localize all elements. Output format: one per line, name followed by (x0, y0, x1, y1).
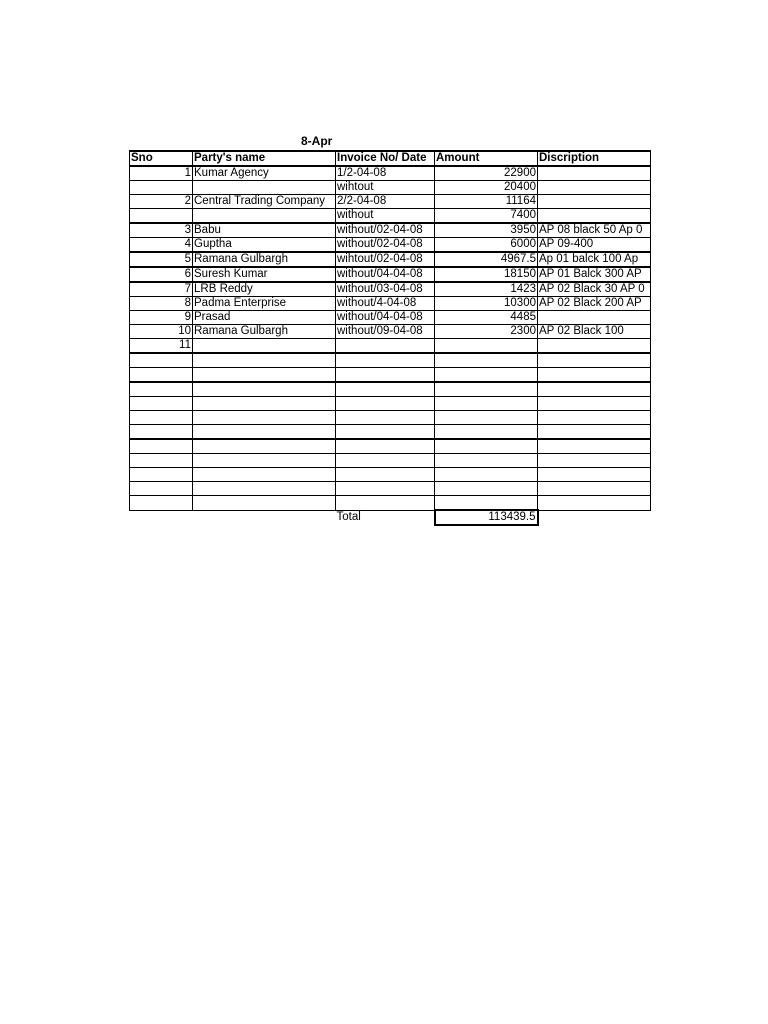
table-row (130, 482, 651, 496)
cell-invoice: wihtout (336, 181, 435, 195)
cell-invoice: 1/2-04-08 (336, 166, 435, 181)
cell-sno (130, 209, 193, 224)
table-row (130, 397, 651, 411)
cell-description (538, 425, 651, 440)
table-row (130, 282, 651, 297)
cell-invoice (336, 368, 435, 383)
cell-amount: 20400 (435, 181, 538, 195)
cell-sno (130, 368, 193, 383)
cell-sno (130, 397, 193, 411)
cell-sno: 3 (130, 223, 193, 238)
cell-description: AP 01 Balck 300 AP (538, 267, 651, 282)
cell-description (538, 439, 651, 454)
cell-amount: 4485 (435, 311, 538, 325)
table-row (130, 195, 651, 209)
table-row (130, 368, 651, 383)
table-row (130, 439, 651, 454)
cell-amount (435, 382, 538, 397)
cell-party-name (193, 382, 336, 397)
cell-amount (435, 339, 538, 354)
cell-party-name (193, 339, 336, 354)
cell-amount (435, 439, 538, 454)
cell-invoice (336, 496, 435, 511)
empty-cell (538, 510, 651, 525)
cell-invoice (336, 397, 435, 411)
cell-party-name (193, 181, 336, 195)
cell-invoice (336, 468, 435, 482)
total-row (130, 510, 651, 525)
cell-sno: 2 (130, 195, 193, 209)
cell-description: AP 08 black 50 Ap 0 (538, 223, 651, 238)
cell-party-name: Ramana Gulbargh (193, 325, 336, 339)
cell-amount (435, 482, 538, 496)
cell-invoice: without/02-04-08 (336, 223, 435, 238)
cell-amount: 4967.5 (435, 252, 538, 267)
cell-invoice: wihtout/02-04-08 (336, 252, 435, 267)
table-row (130, 339, 651, 354)
cell-party-name (193, 468, 336, 482)
cell-amount (435, 454, 538, 468)
cell-amount: 6000 (435, 238, 538, 253)
invoice-table (129, 150, 651, 526)
header-description: Discription (538, 151, 651, 166)
cell-description (538, 454, 651, 468)
cell-amount: 22900 (435, 166, 538, 181)
cell-description (538, 397, 651, 411)
cell-sno (130, 411, 193, 425)
cell-sno (130, 382, 193, 397)
cell-amount (435, 397, 538, 411)
cell-description (538, 482, 651, 496)
cell-amount: 3950 (435, 223, 538, 238)
cell-amount: 10300 (435, 297, 538, 311)
cell-description (538, 166, 651, 181)
cell-party-name: Central Trading Company (193, 195, 336, 209)
cell-party-name: Guptha (193, 238, 336, 253)
table-row (130, 238, 651, 253)
date-heading: 8-Apr (301, 134, 333, 148)
cell-amount (435, 468, 538, 482)
cell-party-name (193, 496, 336, 511)
cell-sno (130, 468, 193, 482)
cell-party-name (193, 482, 336, 496)
cell-description (538, 353, 651, 368)
cell-amount (435, 425, 538, 440)
table-row (130, 252, 651, 267)
cell-sno (130, 439, 193, 454)
cell-invoice: without/09-04-08 (336, 325, 435, 339)
cell-party-name: Suresh Kumar (193, 267, 336, 282)
cell-description: AP 02 Black 100 (538, 325, 651, 339)
cell-invoice: without/04-04-08 (336, 311, 435, 325)
cell-invoice: without/03-04-08 (336, 282, 435, 297)
cell-description: AP 02 Black 30 AP 0 (538, 282, 651, 297)
cell-amount (435, 411, 538, 425)
cell-invoice: 2/2-04-08 (336, 195, 435, 209)
cell-invoice (336, 454, 435, 468)
table-row (130, 223, 651, 238)
cell-party-name (193, 353, 336, 368)
cell-amount (435, 368, 538, 383)
cell-party-name (193, 425, 336, 440)
cell-invoice: without/4-04-08 (336, 297, 435, 311)
empty-cell (193, 510, 336, 525)
cell-sno: 4 (130, 238, 193, 253)
table-row (130, 454, 651, 468)
cell-sno: 10 (130, 325, 193, 339)
cell-sno: 9 (130, 311, 193, 325)
cell-description (538, 209, 651, 224)
header-row (130, 151, 651, 166)
cell-party-name (193, 209, 336, 224)
table-row (130, 411, 651, 425)
cell-invoice: without (336, 209, 435, 224)
cell-description: AP 02 Black 200 AP (538, 297, 651, 311)
cell-sno (130, 482, 193, 496)
cell-party-name (193, 397, 336, 411)
table-row (130, 325, 651, 339)
cell-invoice (336, 382, 435, 397)
cell-invoice (336, 339, 435, 354)
header-invoice: Invoice No/ Date (336, 151, 435, 166)
cell-sno: 1 (130, 166, 193, 181)
cell-amount: 2300 (435, 325, 538, 339)
cell-description: AP 09-400 (538, 238, 651, 253)
header-amount: Amount (435, 151, 538, 166)
cell-sno (130, 454, 193, 468)
table-row (130, 425, 651, 440)
cell-party-name: Kumar Agency (193, 166, 336, 181)
cell-sno (130, 181, 193, 195)
cell-sno: 8 (130, 297, 193, 311)
cell-description (538, 468, 651, 482)
cell-invoice (336, 411, 435, 425)
cell-amount: 7400 (435, 209, 538, 224)
cell-party-name: Padma Enterprise (193, 297, 336, 311)
cell-invoice (336, 425, 435, 440)
table-row (130, 311, 651, 325)
cell-invoice (336, 439, 435, 454)
table-row (130, 181, 651, 195)
total-amount: 113439.5 (435, 510, 538, 525)
cell-invoice (336, 482, 435, 496)
cell-description (538, 195, 651, 209)
cell-party-name (193, 411, 336, 425)
header-sno: Sno (130, 151, 193, 166)
cell-sno (130, 425, 193, 440)
cell-sno: 5 (130, 252, 193, 267)
cell-description (538, 496, 651, 511)
cell-party-name (193, 439, 336, 454)
cell-amount: 1423 (435, 282, 538, 297)
cell-description (538, 368, 651, 383)
cell-party-name: Babu (193, 223, 336, 238)
total-label: Total (336, 510, 361, 523)
table-row (130, 496, 651, 511)
table-row (130, 297, 651, 311)
table-row (130, 267, 651, 282)
cell-sno: 7 (130, 282, 193, 297)
cell-amount: 18150 (435, 267, 538, 282)
cell-invoice: without/02-04-08 (336, 238, 435, 253)
cell-description: Ap 01 balck 100 Ap (538, 252, 651, 267)
header-party-name: Party's name (193, 151, 336, 166)
cell-description (538, 181, 651, 195)
cell-party-name: Ramana Gulbargh (193, 252, 336, 267)
cell-party-name: Prasad (193, 311, 336, 325)
cell-description (538, 339, 651, 354)
cell-sno (130, 496, 193, 511)
cell-amount (435, 496, 538, 511)
cell-description (538, 382, 651, 397)
table-row (130, 468, 651, 482)
cell-amount (435, 353, 538, 368)
cell-description (538, 411, 651, 425)
cell-amount: 11164 (435, 195, 538, 209)
cell-sno: 6 (130, 267, 193, 282)
table-row (130, 353, 651, 368)
cell-party-name: LRB Reddy (193, 282, 336, 297)
cell-party-name (193, 454, 336, 468)
cell-sno: 11 (130, 339, 193, 354)
table-row (130, 382, 651, 397)
cell-description (538, 311, 651, 325)
table-row (130, 166, 651, 181)
cell-invoice: without/04-04-08 (336, 267, 435, 282)
empty-cell (130, 510, 193, 525)
cell-sno (130, 353, 193, 368)
cell-invoice (336, 353, 435, 368)
invoice-table-body (130, 151, 651, 525)
table-row (130, 209, 651, 224)
cell-party-name (193, 368, 336, 383)
